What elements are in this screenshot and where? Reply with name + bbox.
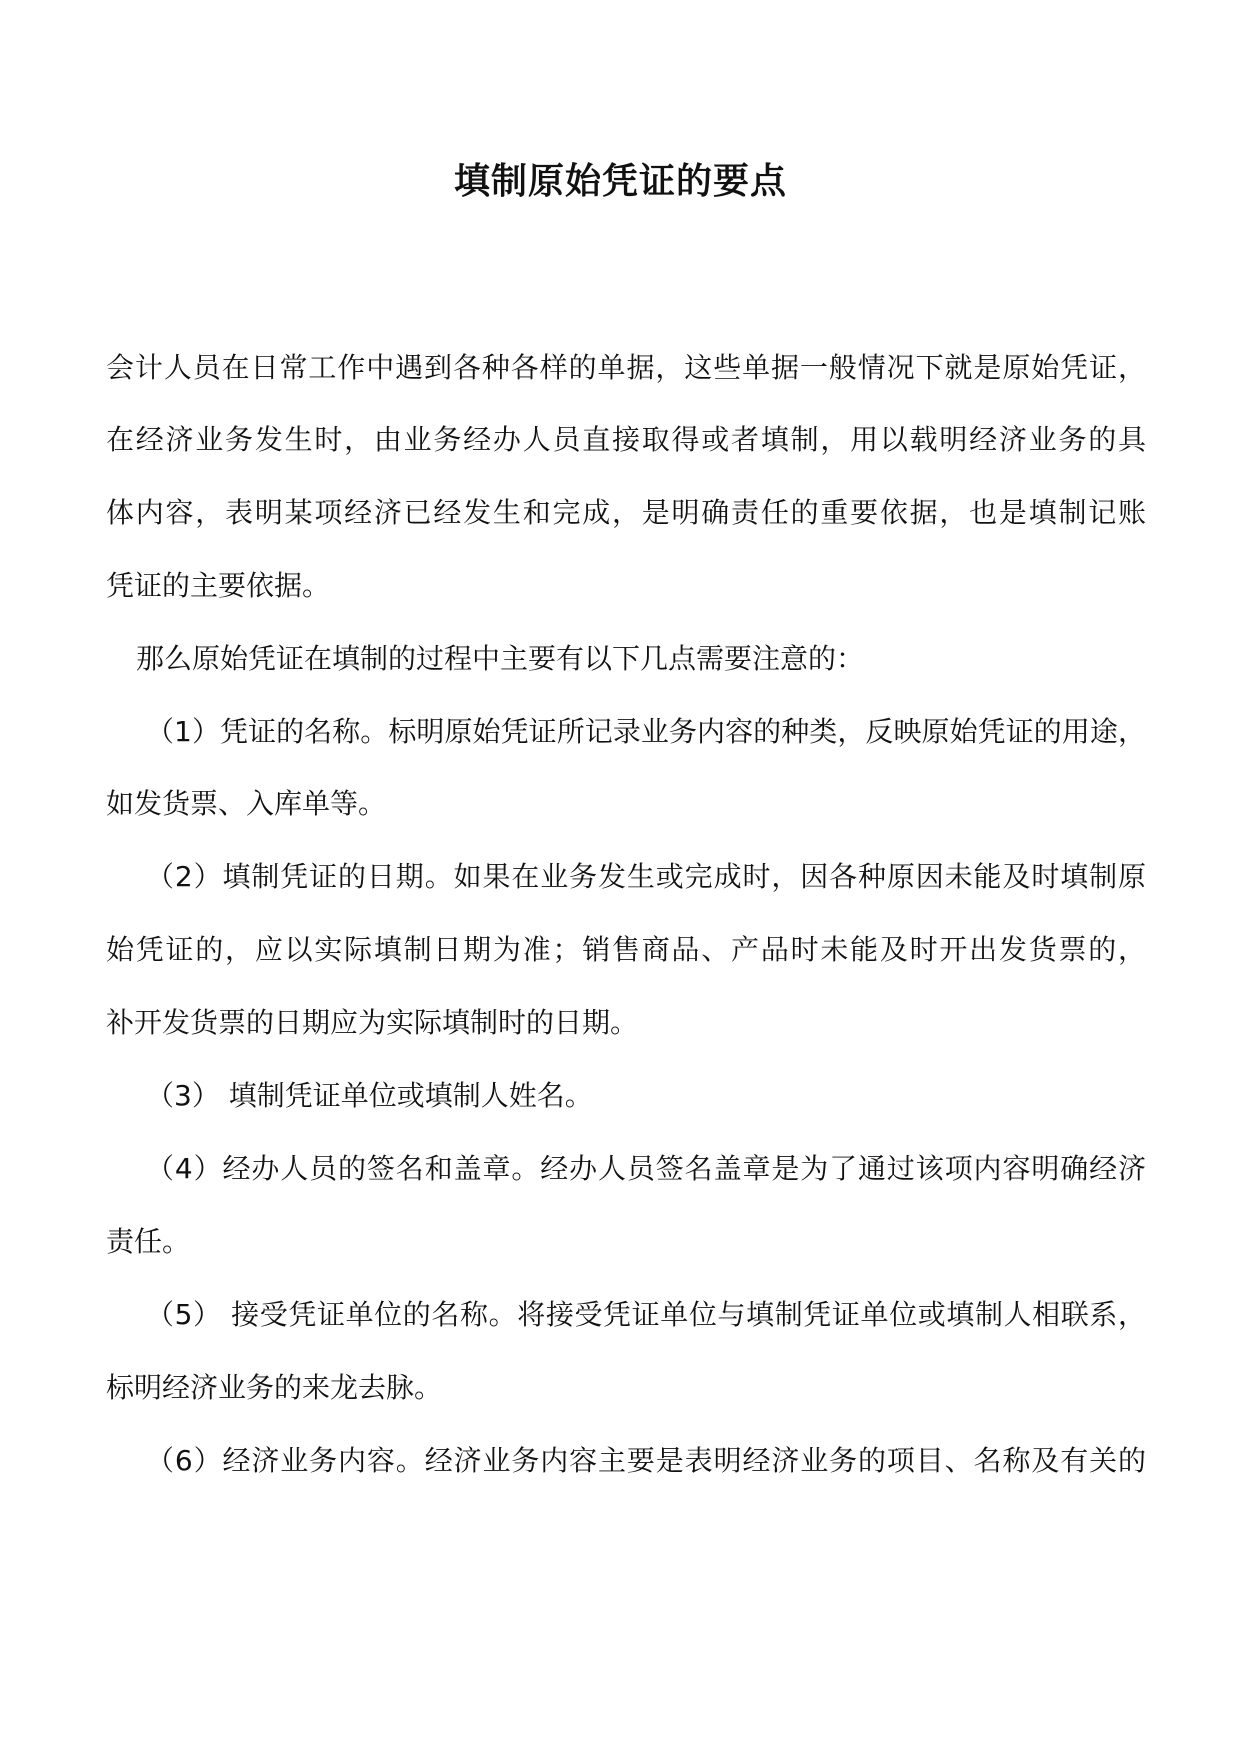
list-item-line: （3） 填制凭证单位或填制人姓名。 bbox=[146, 1079, 593, 1112]
paragraph-line: 体内容，表明某项经济已经发生和完成，是明确责任的重要依据，也是填制记账 bbox=[106, 496, 1146, 529]
list-item-line: 责任。 bbox=[106, 1225, 191, 1258]
list-item-line: （2）填制凭证的日期。如果在业务发生或完成时，因各种原因未能及时填制原 bbox=[146, 860, 1146, 893]
list-item-line: （4）经办人员的签名和盖章。经办人员签名盖章是为了通过该项内容明确经济 bbox=[146, 1152, 1146, 1185]
paragraph-line: 在经济业务发生时，由业务经办人员直接取得或者填制，用以载明经济业务的具 bbox=[106, 423, 1146, 456]
list-item-line: 补开发货票的日期应为实际填制时的日期。 bbox=[106, 1006, 639, 1039]
list-item-line: （6）经济业务内容。经济业务内容主要是表明经济业务的项目、名称及有关的 bbox=[146, 1444, 1146, 1477]
list-item-line: （1）凭证的名称。标明原始凭证所记录业务内容的种类，反映原始凭证的用途， bbox=[146, 715, 1146, 748]
paragraph-line: 凭证的主要依据。 bbox=[106, 569, 331, 602]
list-item-line: （5） 接受凭证单位的名称。将接受凭证单位与填制凭证单位或填制人相联系， bbox=[146, 1298, 1146, 1331]
list-item-line: 始凭证的，应以实际填制日期为准；销售商品、产品时未能及时开出发货票的， bbox=[106, 933, 1146, 966]
paragraph-line: 那么原始凭证在填制的过程中主要有以下几点需要注意的： bbox=[136, 642, 865, 675]
list-item-line: 如发货票、入库单等。 bbox=[106, 787, 387, 820]
list-item-line: 标明经济业务的来龙去脉。 bbox=[106, 1371, 443, 1404]
paragraph-line: 会计人员在日常工作中遇到各种各样的单据，这些单据一般情况下就是原始凭证， bbox=[106, 351, 1146, 384]
document-title: 填制原始凭证的要点 bbox=[453, 161, 787, 202]
